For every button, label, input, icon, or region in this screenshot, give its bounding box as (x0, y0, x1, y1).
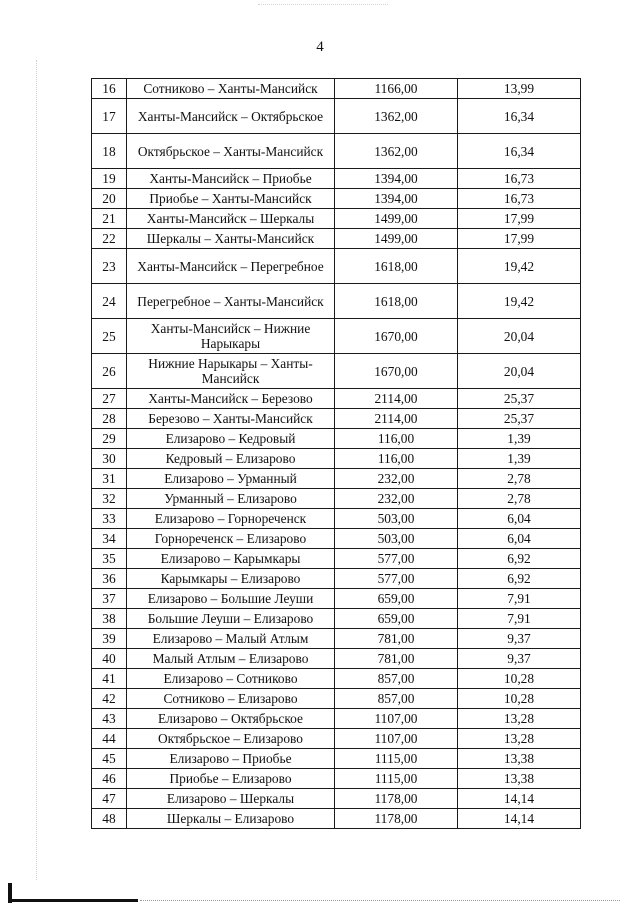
route-cell: Ханты-Мансийск – Шеркалы (127, 209, 335, 229)
row-number-cell: 48 (92, 809, 127, 829)
distance-cell: 1107,00 (335, 729, 458, 749)
table-row (92, 789, 581, 809)
row-number-cell: 45 (92, 749, 127, 769)
table-row (92, 609, 581, 629)
distance-cell: 577,00 (335, 549, 458, 569)
table-row (92, 769, 581, 789)
distance-cell: 232,00 (335, 489, 458, 509)
row-number-cell: 19 (92, 169, 127, 189)
price-cell: 14,14 (458, 809, 581, 829)
row-number-cell: 16 (92, 79, 127, 99)
table-row (92, 569, 581, 589)
table-row (92, 649, 581, 669)
price-cell: 16,73 (458, 189, 581, 209)
route-cell: Елизарово – Сотниково (127, 669, 335, 689)
distance-cell: 1362,00 (335, 99, 458, 134)
row-number-cell: 17 (92, 99, 127, 134)
distance-cell: 857,00 (335, 689, 458, 709)
price-cell: 9,37 (458, 649, 581, 669)
distance-cell: 116,00 (335, 429, 458, 449)
scan-bottom-dots (140, 900, 620, 902)
distance-cell: 232,00 (335, 469, 458, 489)
table-row (92, 749, 581, 769)
route-cell: Елизарово – Шеркалы (127, 789, 335, 809)
row-number-cell: 21 (92, 209, 127, 229)
table-row (92, 389, 581, 409)
route-cell: Елизарово – Кедровый (127, 429, 335, 449)
price-cell: 10,28 (458, 669, 581, 689)
table-row (92, 709, 581, 729)
row-number-cell: 28 (92, 409, 127, 429)
table-row (92, 189, 581, 209)
distance-cell: 1670,00 (335, 319, 458, 354)
route-cell: Елизарово – Горнореченск (127, 509, 335, 529)
row-number-cell: 27 (92, 389, 127, 409)
row-number-cell: 34 (92, 529, 127, 549)
route-cell: Ханты-Мансийск – Приобье (127, 169, 335, 189)
distance-cell: 1107,00 (335, 709, 458, 729)
route-cell: Большие Леуши – Елизарово (127, 609, 335, 629)
distance-cell: 1362,00 (335, 134, 458, 169)
distance-cell: 659,00 (335, 589, 458, 609)
row-number-cell: 37 (92, 589, 127, 609)
routes-table-body (92, 79, 581, 829)
row-number-cell: 23 (92, 249, 127, 284)
route-cell: Березово – Ханты-Мансийск (127, 409, 335, 429)
row-number-cell: 40 (92, 649, 127, 669)
scan-margin-mark (36, 60, 38, 880)
price-cell: 13,28 (458, 709, 581, 729)
price-cell: 20,04 (458, 354, 581, 389)
table-row (92, 99, 581, 134)
row-number-cell: 36 (92, 569, 127, 589)
price-cell: 13,38 (458, 749, 581, 769)
row-number-cell: 29 (92, 429, 127, 449)
table-row (92, 284, 581, 319)
price-cell: 2,78 (458, 469, 581, 489)
row-number-cell: 42 (92, 689, 127, 709)
route-cell: Елизарово – Малый Атлым (127, 629, 335, 649)
row-number-cell: 20 (92, 189, 127, 209)
distance-cell: 1499,00 (335, 209, 458, 229)
row-number-cell: 31 (92, 469, 127, 489)
table-row (92, 429, 581, 449)
distance-cell: 1166,00 (335, 79, 458, 99)
distance-cell: 577,00 (335, 569, 458, 589)
price-cell: 2,78 (458, 489, 581, 509)
price-cell: 25,37 (458, 409, 581, 429)
route-cell: Сотниково – Ханты-Мансийск (127, 79, 335, 99)
row-number-cell: 25 (92, 319, 127, 354)
price-cell: 1,39 (458, 449, 581, 469)
distance-cell: 1115,00 (335, 769, 458, 789)
route-cell: Елизарово – Приобье (127, 749, 335, 769)
table-row (92, 249, 581, 284)
route-cell: Октябрьское – Ханты-Мансийск (127, 134, 335, 169)
distance-cell: 116,00 (335, 449, 458, 469)
price-cell: 25,37 (458, 389, 581, 409)
table-row (92, 729, 581, 749)
table-row (92, 134, 581, 169)
table-row (92, 589, 581, 609)
distance-cell: 781,00 (335, 629, 458, 649)
price-cell: 13,38 (458, 769, 581, 789)
route-cell: Нижние Нарыкары – Ханты-Мансийск (127, 354, 335, 389)
row-number-cell: 32 (92, 489, 127, 509)
scan-bottom-line (8, 899, 138, 902)
table-row (92, 409, 581, 429)
route-cell: Урманный – Елизарово (127, 489, 335, 509)
route-cell: Елизарово – Октябрьское (127, 709, 335, 729)
row-number-cell: 39 (92, 629, 127, 649)
price-cell: 6,04 (458, 509, 581, 529)
distance-cell: 1618,00 (335, 284, 458, 319)
distance-cell: 503,00 (335, 509, 458, 529)
route-cell: Приобье – Ханты-Мансийск (127, 189, 335, 209)
price-cell: 7,91 (458, 589, 581, 609)
price-cell: 6,04 (458, 529, 581, 549)
price-cell: 17,99 (458, 229, 581, 249)
page-number: 4 (316, 39, 324, 55)
price-cell: 10,28 (458, 689, 581, 709)
price-cell: 14,14 (458, 789, 581, 809)
row-number-cell: 38 (92, 609, 127, 629)
distance-cell: 1178,00 (335, 789, 458, 809)
distance-cell: 1618,00 (335, 249, 458, 284)
price-cell: 6,92 (458, 549, 581, 569)
route-cell: Октябрьское – Елизарово (127, 729, 335, 749)
route-cell: Карымкары – Елизарово (127, 569, 335, 589)
table-row (92, 629, 581, 649)
distance-cell: 1499,00 (335, 229, 458, 249)
table-row (92, 689, 581, 709)
distance-cell: 1670,00 (335, 354, 458, 389)
distance-cell: 2114,00 (335, 389, 458, 409)
table-row (92, 489, 581, 509)
price-cell: 9,37 (458, 629, 581, 649)
route-cell: Перегребное – Ханты-Мансийск (127, 284, 335, 319)
distance-cell: 1178,00 (335, 809, 458, 829)
price-cell: 1,39 (458, 429, 581, 449)
row-number-cell: 24 (92, 284, 127, 319)
table-row (92, 809, 581, 829)
route-cell: Горнореченск – Елизарово (127, 529, 335, 549)
route-cell: Ханты-Мансийск – Перегребное (127, 249, 335, 284)
price-cell: 7,91 (458, 609, 581, 629)
table-row (92, 319, 581, 354)
row-number-cell: 41 (92, 669, 127, 689)
row-number-cell: 22 (92, 229, 127, 249)
route-cell: Ханты-Мансийск – Березово (127, 389, 335, 409)
table-row (92, 209, 581, 229)
route-cell: Сотниково – Елизарово (127, 689, 335, 709)
table-row (92, 529, 581, 549)
price-cell: 19,42 (458, 249, 581, 284)
route-cell: Елизарово – Большие Леуши (127, 589, 335, 609)
row-number-cell: 43 (92, 709, 127, 729)
route-cell: Шеркалы – Ханты-Мансийск (127, 229, 335, 249)
row-number-cell: 47 (92, 789, 127, 809)
table-row (92, 229, 581, 249)
distance-cell: 857,00 (335, 669, 458, 689)
distance-cell: 1394,00 (335, 189, 458, 209)
price-cell: 13,99 (458, 79, 581, 99)
distance-cell: 659,00 (335, 609, 458, 629)
price-cell: 6,92 (458, 569, 581, 589)
row-number-cell: 33 (92, 509, 127, 529)
row-number-cell: 35 (92, 549, 127, 569)
row-number-cell: 30 (92, 449, 127, 469)
price-cell: 16,34 (458, 99, 581, 134)
route-cell: Приобье – Елизарово (127, 769, 335, 789)
route-cell: Малый Атлым – Елизарово (127, 649, 335, 669)
route-cell: Елизарово – Урманный (127, 469, 335, 489)
row-number-cell: 26 (92, 354, 127, 389)
price-cell: 16,73 (458, 169, 581, 189)
price-cell: 19,42 (458, 284, 581, 319)
table-row (92, 354, 581, 389)
price-cell: 13,28 (458, 729, 581, 749)
row-number-cell: 18 (92, 134, 127, 169)
route-cell: Ханты-Мансийск – Нижние Нарыкары (127, 319, 335, 354)
route-cell: Шеркалы – Елизарово (127, 809, 335, 829)
price-cell: 17,99 (458, 209, 581, 229)
row-number-cell: 44 (92, 729, 127, 749)
route-cell: Елизарово – Карымкары (127, 549, 335, 569)
route-cell: Ханты-Мансийск – Октябрьское (127, 99, 335, 134)
table-row (92, 469, 581, 489)
distance-cell: 503,00 (335, 529, 458, 549)
price-cell: 16,34 (458, 134, 581, 169)
distance-cell: 2114,00 (335, 409, 458, 429)
distance-cell: 1394,00 (335, 169, 458, 189)
table-row (92, 509, 581, 529)
scan-speckle (258, 4, 388, 15)
route-cell: Кедровый – Елизарово (127, 449, 335, 469)
table-row (92, 549, 581, 569)
distance-cell: 781,00 (335, 649, 458, 669)
price-cell: 20,04 (458, 319, 581, 354)
routes-table (91, 78, 581, 829)
table-row (92, 169, 581, 189)
table-row (92, 669, 581, 689)
table-row (92, 449, 581, 469)
distance-cell: 1115,00 (335, 749, 458, 769)
table-row (92, 79, 581, 99)
row-number-cell: 46 (92, 769, 127, 789)
